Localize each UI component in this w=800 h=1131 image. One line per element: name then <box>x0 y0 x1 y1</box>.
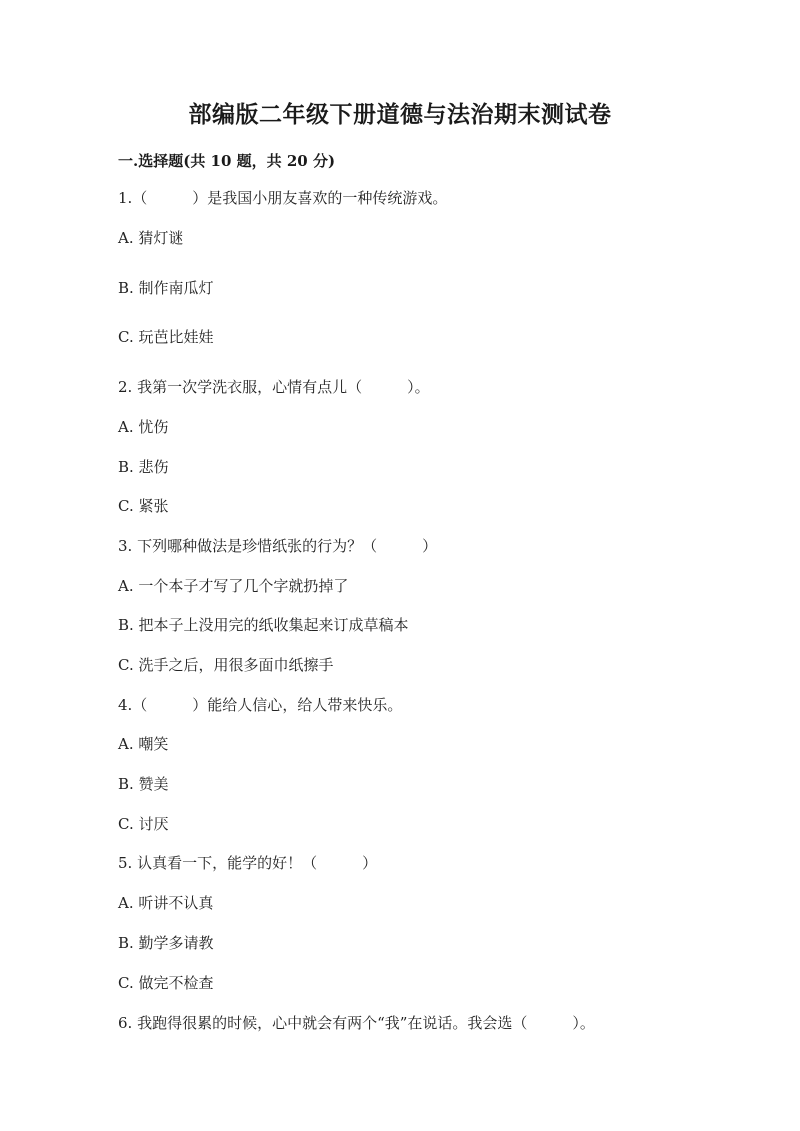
question-stem: 3. 下列哪种做法是珍惜纸张的行为？（ ） <box>118 537 438 555</box>
answer-option: A. 忧伤 <box>118 418 169 436</box>
answer-option: A. 嘲笑 <box>118 735 169 753</box>
question-stem: 4.（ ）能给人信心，给人带来快乐。 <box>118 696 403 714</box>
question-stem: 2. 我第一次学洗衣服，心情有点儿（ ）。 <box>118 378 430 396</box>
section-heading: 一.选择题(共 10 题，共 20 分) <box>118 152 336 170</box>
answer-option: C. 做完不检查 <box>118 974 214 992</box>
answer-option: A. 一个本子才写了几个字就扔掉了 <box>118 577 349 595</box>
answer-option: B. 勤学多请教 <box>118 934 214 952</box>
answer-option: B. 悲伤 <box>118 458 169 476</box>
answer-option: A. 猜灯谜 <box>118 229 184 247</box>
answer-option: C. 洗手之后，用很多面巾纸擦手 <box>118 656 334 674</box>
answer-option: C. 讨厌 <box>118 815 169 833</box>
question-stem: 1.（ ）是我国小朋友喜欢的一种传统游戏。 <box>118 189 448 207</box>
question-stem: 6. 我跑得很累的时候，心中就会有两个“我”在说话。我会选（ ）。 <box>118 1014 595 1032</box>
page-title: 部编版二年级下册道德与法治期末测试卷 <box>188 101 612 128</box>
question-stem: 5. 认真看一下，能学的好！（ ） <box>118 854 378 872</box>
answer-option: C. 玩芭比娃娃 <box>118 328 214 346</box>
answer-option: A. 听讲不认真 <box>118 894 214 912</box>
answer-option: B. 制作南瓜灯 <box>118 279 214 297</box>
answer-option: B. 把本子上没用完的纸收集起来订成草稿本 <box>118 616 409 634</box>
answer-option: B. 赞美 <box>118 775 169 793</box>
answer-option: C. 紧张 <box>118 497 169 515</box>
